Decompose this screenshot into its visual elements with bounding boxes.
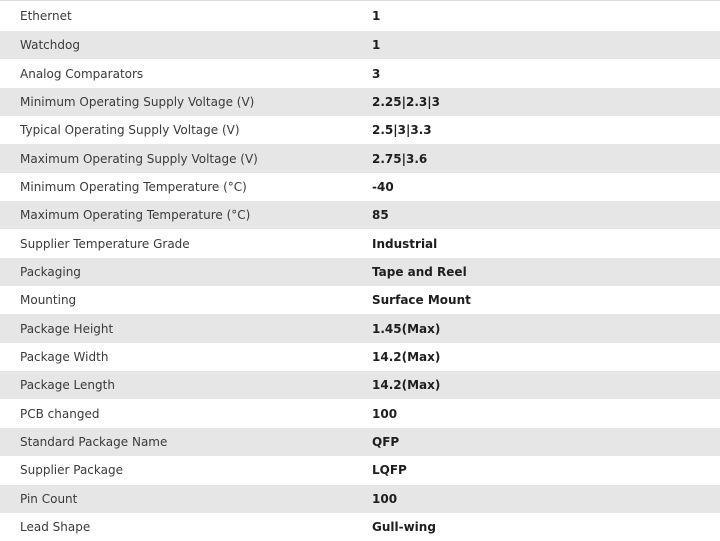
spec-label: Maximum Operating Temperature (°C)	[20, 208, 251, 223]
spec-label: PCB changed	[20, 406, 100, 421]
table-row	[0, 343, 720, 371]
spec-value: 100	[372, 491, 398, 506]
spec-value: 85	[372, 208, 389, 223]
spec-value: 14.2(Max)	[372, 349, 441, 364]
spec-label: Pin Count	[20, 491, 78, 506]
table-row	[0, 399, 720, 427]
spec-value: 2.75|3.6	[372, 151, 428, 166]
spec-label: Typical Operating Supply Voltage (V)	[20, 123, 240, 138]
spec-label: Package Length	[20, 378, 115, 393]
specifications-table-body	[0, 1, 720, 541]
spec-value: 14.2(Max)	[372, 378, 441, 393]
spec-value: Gull-wing	[372, 520, 436, 535]
spec-value: 100	[372, 406, 398, 421]
spec-label: Package Width	[20, 349, 109, 364]
table-row	[0, 201, 720, 229]
spec-label: Supplier Temperature Grade	[20, 236, 190, 251]
table-row	[0, 258, 720, 286]
spec-value: LQFP	[372, 463, 407, 478]
table-row	[0, 513, 720, 541]
spec-label: Maximum Operating Supply Voltage (V)	[20, 151, 258, 166]
table-row	[0, 229, 720, 257]
specifications-table	[0, 1, 720, 541]
table-row	[0, 31, 720, 59]
spec-label: Analog Comparators	[20, 66, 144, 81]
table-row	[0, 286, 720, 314]
spec-label: Supplier Package	[20, 463, 123, 478]
spec-label: Standard Package Name	[20, 434, 168, 449]
table-row	[0, 371, 720, 399]
table-row	[0, 314, 720, 342]
table-row	[0, 485, 720, 513]
table-row	[0, 88, 720, 116]
spec-value: 1.45(Max)	[372, 321, 441, 336]
spec-value: Tape and Reel	[372, 264, 467, 279]
table-row	[0, 59, 720, 87]
table-row	[0, 456, 720, 484]
table-row	[0, 1, 720, 31]
spec-label: Minimum Operating Temperature (°C)	[20, 179, 247, 194]
spec-value: Surface Mount	[372, 293, 471, 308]
spec-value: 2.5|3|3.3	[372, 123, 432, 138]
spec-value: -40	[372, 179, 394, 194]
table-row	[0, 116, 720, 144]
table-row	[0, 428, 720, 456]
spec-label: Ethernet	[20, 9, 72, 23]
spec-label: Lead Shape	[20, 520, 91, 535]
table-row	[0, 144, 720, 172]
spec-label: Minimum Operating Supply Voltage (V)	[20, 94, 255, 109]
spec-value: 1	[372, 38, 381, 53]
spec-label: Watchdog	[20, 38, 80, 53]
spec-label: Packaging	[20, 264, 81, 279]
spec-value: 1	[372, 9, 381, 23]
spec-value: 3	[372, 66, 381, 81]
spec-value: QFP	[372, 434, 400, 449]
spec-label: Mounting	[20, 293, 77, 308]
spec-value: 2.25|2.3|3	[372, 94, 440, 109]
spec-label: Package Height	[20, 321, 114, 336]
table-row	[0, 173, 720, 201]
spec-value: Industrial	[372, 236, 438, 251]
